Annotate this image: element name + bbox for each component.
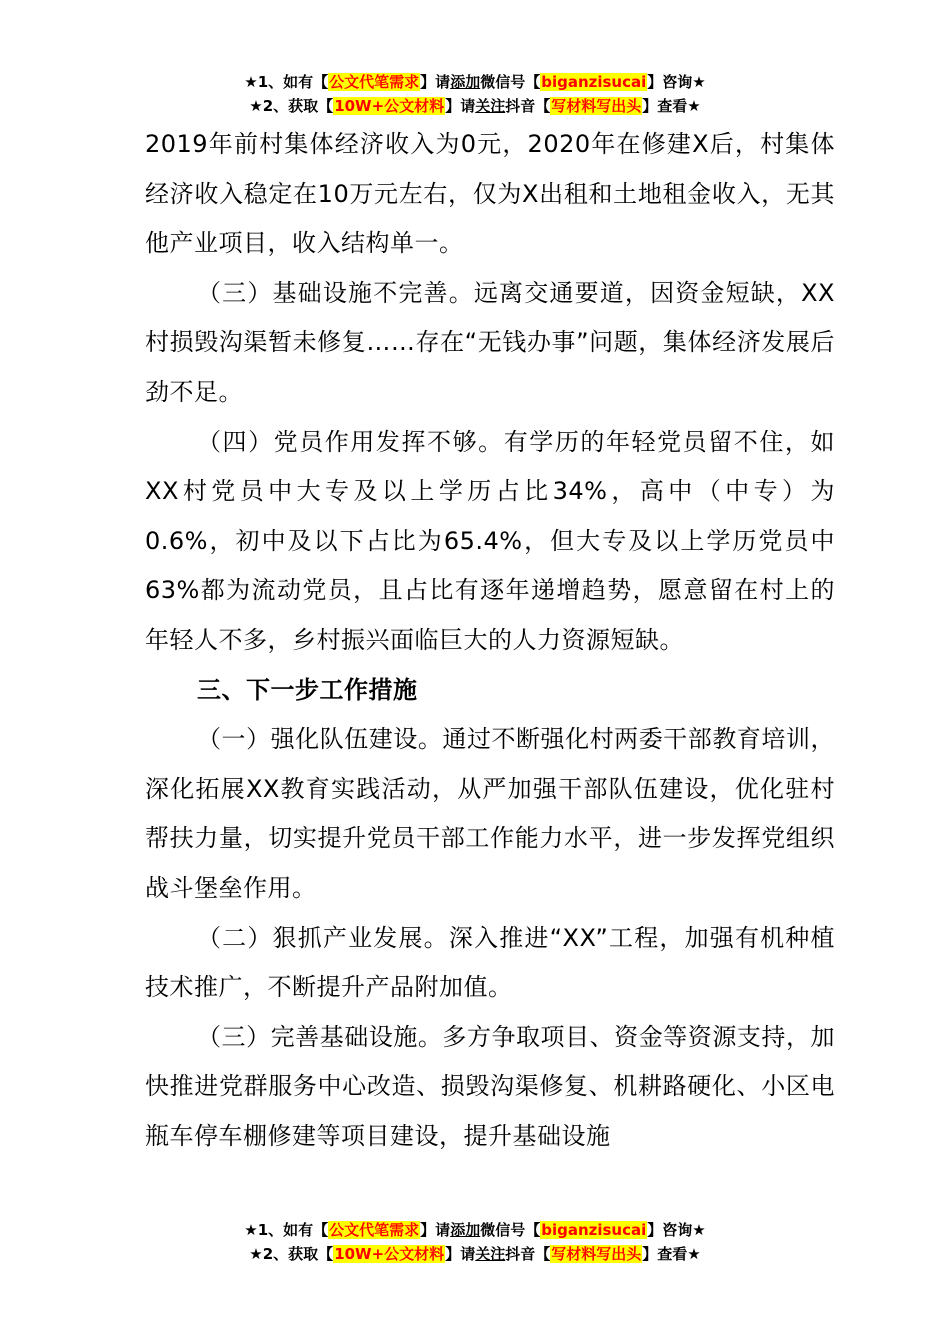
paragraph: （一）强化队伍建设。通过不断强化村两委干部教育培训，深化拓展XX教育实践活动，从严加强干部队伍建设，优化驻村帮扶力量，切实提升党员干部工作能力水平，进一步发挥党组织战斗堡垒作用。 <box>145 725 835 902</box>
banner-line-2: ★2、获取【10W+公文材料】请关注抖音【写材料写出头】查看★ <box>249 97 701 115</box>
paragraph: （四）党员作用发挥不够。有学历的年轻党员留不住，如XX村党员中大专及以上学历占比34%，高中（中专）为0.6%，初中及以下占比为65.4%，但大专及以上学历党员中63%都为流动党员，且占比有逐年递增趋势，愿意留在村上的年轻人不多，乡村振兴面临巨大的人力资源短缺。 <box>145 427 835 654</box>
banner-line-1: ★1、如有【公文代笔需求】请添加微信号【biganzisucai】咨询★ <box>244 73 706 91</box>
section-heading: 三、下一步工作措施 <box>197 675 418 704</box>
banner-line-1: ★1、如有【公文代笔需求】请添加微信号【biganzisucai】咨询★ <box>244 1221 706 1239</box>
paragraph: （三）完善基础设施。多方争取项目、资金等资源支持，加快推进党群服务中心改造、损毁沟渠修复、机耕路硬化、小区电瓶车停车棚修建等项目建设，提升基础设施 <box>145 1022 835 1150</box>
footer-banner <box>0 1218 950 1266</box>
document-body <box>145 120 835 1161</box>
paragraph: （三）基础设施不完善。远离交通要道，因资金短缺，XX村损毁沟渠暂未修复……存在“无钱办事”问题，集体经济发展后劲不足。 <box>145 278 835 406</box>
paragraph: 2019年前村集体经济收入为0元，2020年在修建X后，村集体经济收入稳定在10万元左右，仅为X出租和土地租金收入，无其他产业项目，收入结构单一。 <box>145 130 835 258</box>
header-banner <box>0 70 950 118</box>
banner-line-2: ★2、获取【10W+公文材料】请关注抖音【写材料写出头】查看★ <box>249 1245 701 1263</box>
paragraph: （二）狠抓产业发展。深入推进“XX”工程，加强有机种植技术推广，不断提升产品附加值。 <box>145 923 835 1002</box>
